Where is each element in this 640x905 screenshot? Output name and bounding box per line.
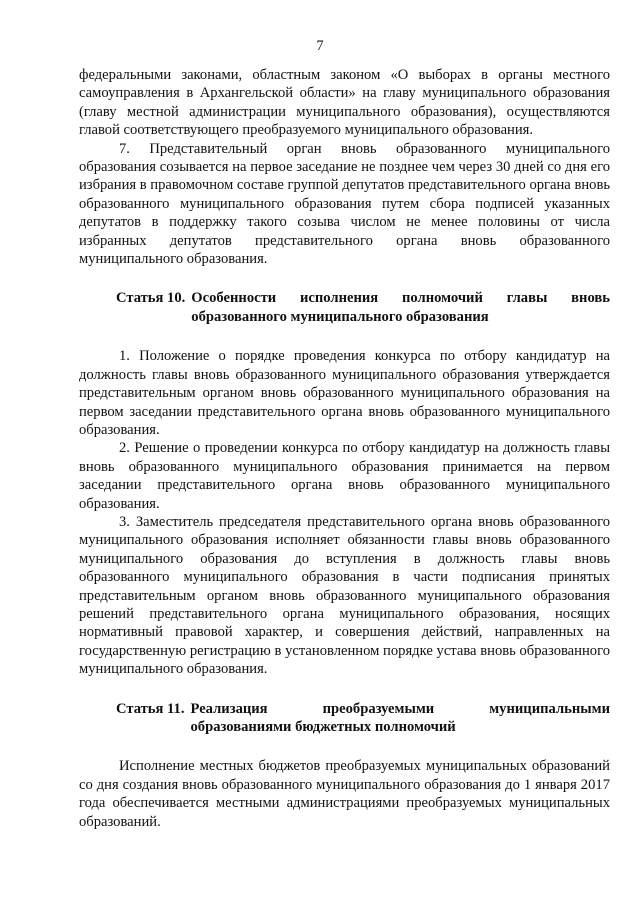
article-11-title: Реализация преобразуемыми муниципальными образованиями бюджетных полномочий	[190, 700, 610, 735]
article-11-number: Статья 11.	[116, 700, 185, 717]
article-10-heading	[116, 289, 610, 326]
page-number: 7	[316, 38, 324, 54]
article-10-paragraph-3: 3. Заместитель председателя представительного органа вновь образованного муниципального образования исполняет обязанности главы вновь образованного муниципального образования до вступления в должность главы вновь образованного муниципального образования в части подписания принятых представительным органом вновь образованного муниципального образования решений представительного органа муниципального образования, носящих нормативный правовой характер, и совершения действий, направленных на государственную регистрацию в установленном порядке устава вновь образованного муниципального образования.	[79, 513, 610, 678]
article-11-paragraph-1: Исполнение местных бюджетов преобразуемых муниципальных образований со дня создания вновь образованного муниципального образования до 1 января 2017 года обеспечивается местными администрациями преобразуемых муниципальных образований.	[79, 758, 610, 830]
article-10-number: Статья 10.	[116, 290, 186, 307]
article-10-paragraph-2: 2. Решение о проведении конкурса по отбору кандидатур на должность главы вновь образованного муниципального образования принимается на первом заседании представительного органа вновь образованного муниципального образования.	[79, 440, 610, 512]
article-10-title: Особенности исполнения полномочий главы вновь образованного муниципального образования	[191, 290, 610, 325]
article-10-paragraph-1: 1. Положение о порядке проведения конкурса по отбору кандидатур на должность главы вновь образованного муниципального образования утверждается представительным органом вновь образованного муниципального образования на первом заседании представительного органа вновь образованного муниципального образования.	[79, 348, 610, 438]
document-body	[79, 66, 610, 831]
article-11-heading	[116, 700, 610, 737]
paragraph-7: 7. Представительный орган вновь образованного муниципального образования созывается на первое заседание не позднее чем через 30 дней со дня его избрания в правомочном составе группой депутатов представительного органа вновь образованного муниципального образования путем сбора подписей указанных депутатов в поддержку такого созыва числом не менее половины от числа избранных депутатов представительного органа вновь образованного муниципального образования.	[79, 140, 610, 268]
paragraph-continuation: федеральными законами, областным законом «О выборах в органы местного самоуправления в Архангельской области» на главу муниципального образования (главу местной администрации муниципального образования), осуществляются главой соответствующего преобразуемого муниципального образования.	[79, 67, 610, 139]
